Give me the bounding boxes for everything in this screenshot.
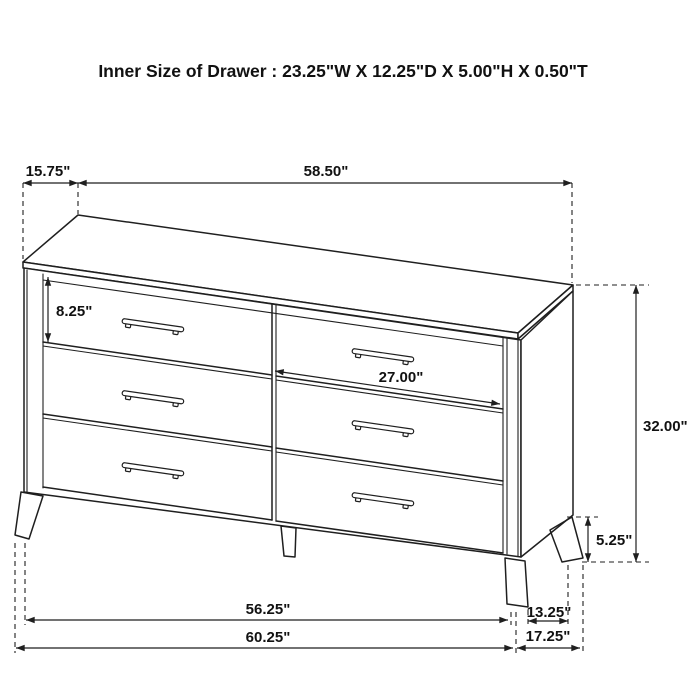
- right-side-panel: [521, 291, 573, 557]
- dim-overall-height: [576, 285, 688, 562]
- leg-front-right: [505, 558, 528, 607]
- leg-center: [281, 526, 296, 557]
- dim-base-leg-depth-label: 13.25": [526, 604, 572, 621]
- dim-overall-width-label: 60.25": [245, 629, 291, 646]
- dim-leg-height: [567, 517, 632, 562]
- dim-overall-height-label: 32.00": [643, 418, 688, 435]
- dim-top-width-label: 58.50": [303, 163, 349, 180]
- dim-drawer-width-label: 27.00": [378, 369, 424, 386]
- dresser-drawing: [15, 215, 583, 607]
- dim-base-leg-depth: [527, 604, 572, 621]
- dim-bottom-extensions: [15, 543, 583, 653]
- dim-overall-depth-label: 17.25": [525, 628, 571, 645]
- dim-base-inner-width: [26, 601, 508, 620]
- diagram-title: Inner Size of Drawer : 23.25"W X 12.25"D X 5.00"H X 0.50"T: [98, 61, 588, 81]
- dim-overall-depth: [517, 628, 580, 648]
- dim-base-inner-width-label: 56.25": [245, 601, 291, 618]
- dim-drawer-height-label: 8.25": [56, 303, 93, 320]
- dim-top-depth-label: 15.75": [25, 163, 71, 180]
- dim-overall-width: [16, 629, 513, 648]
- leg-front-left: [15, 492, 43, 539]
- dim-leg-height-label: 5.25": [596, 532, 633, 549]
